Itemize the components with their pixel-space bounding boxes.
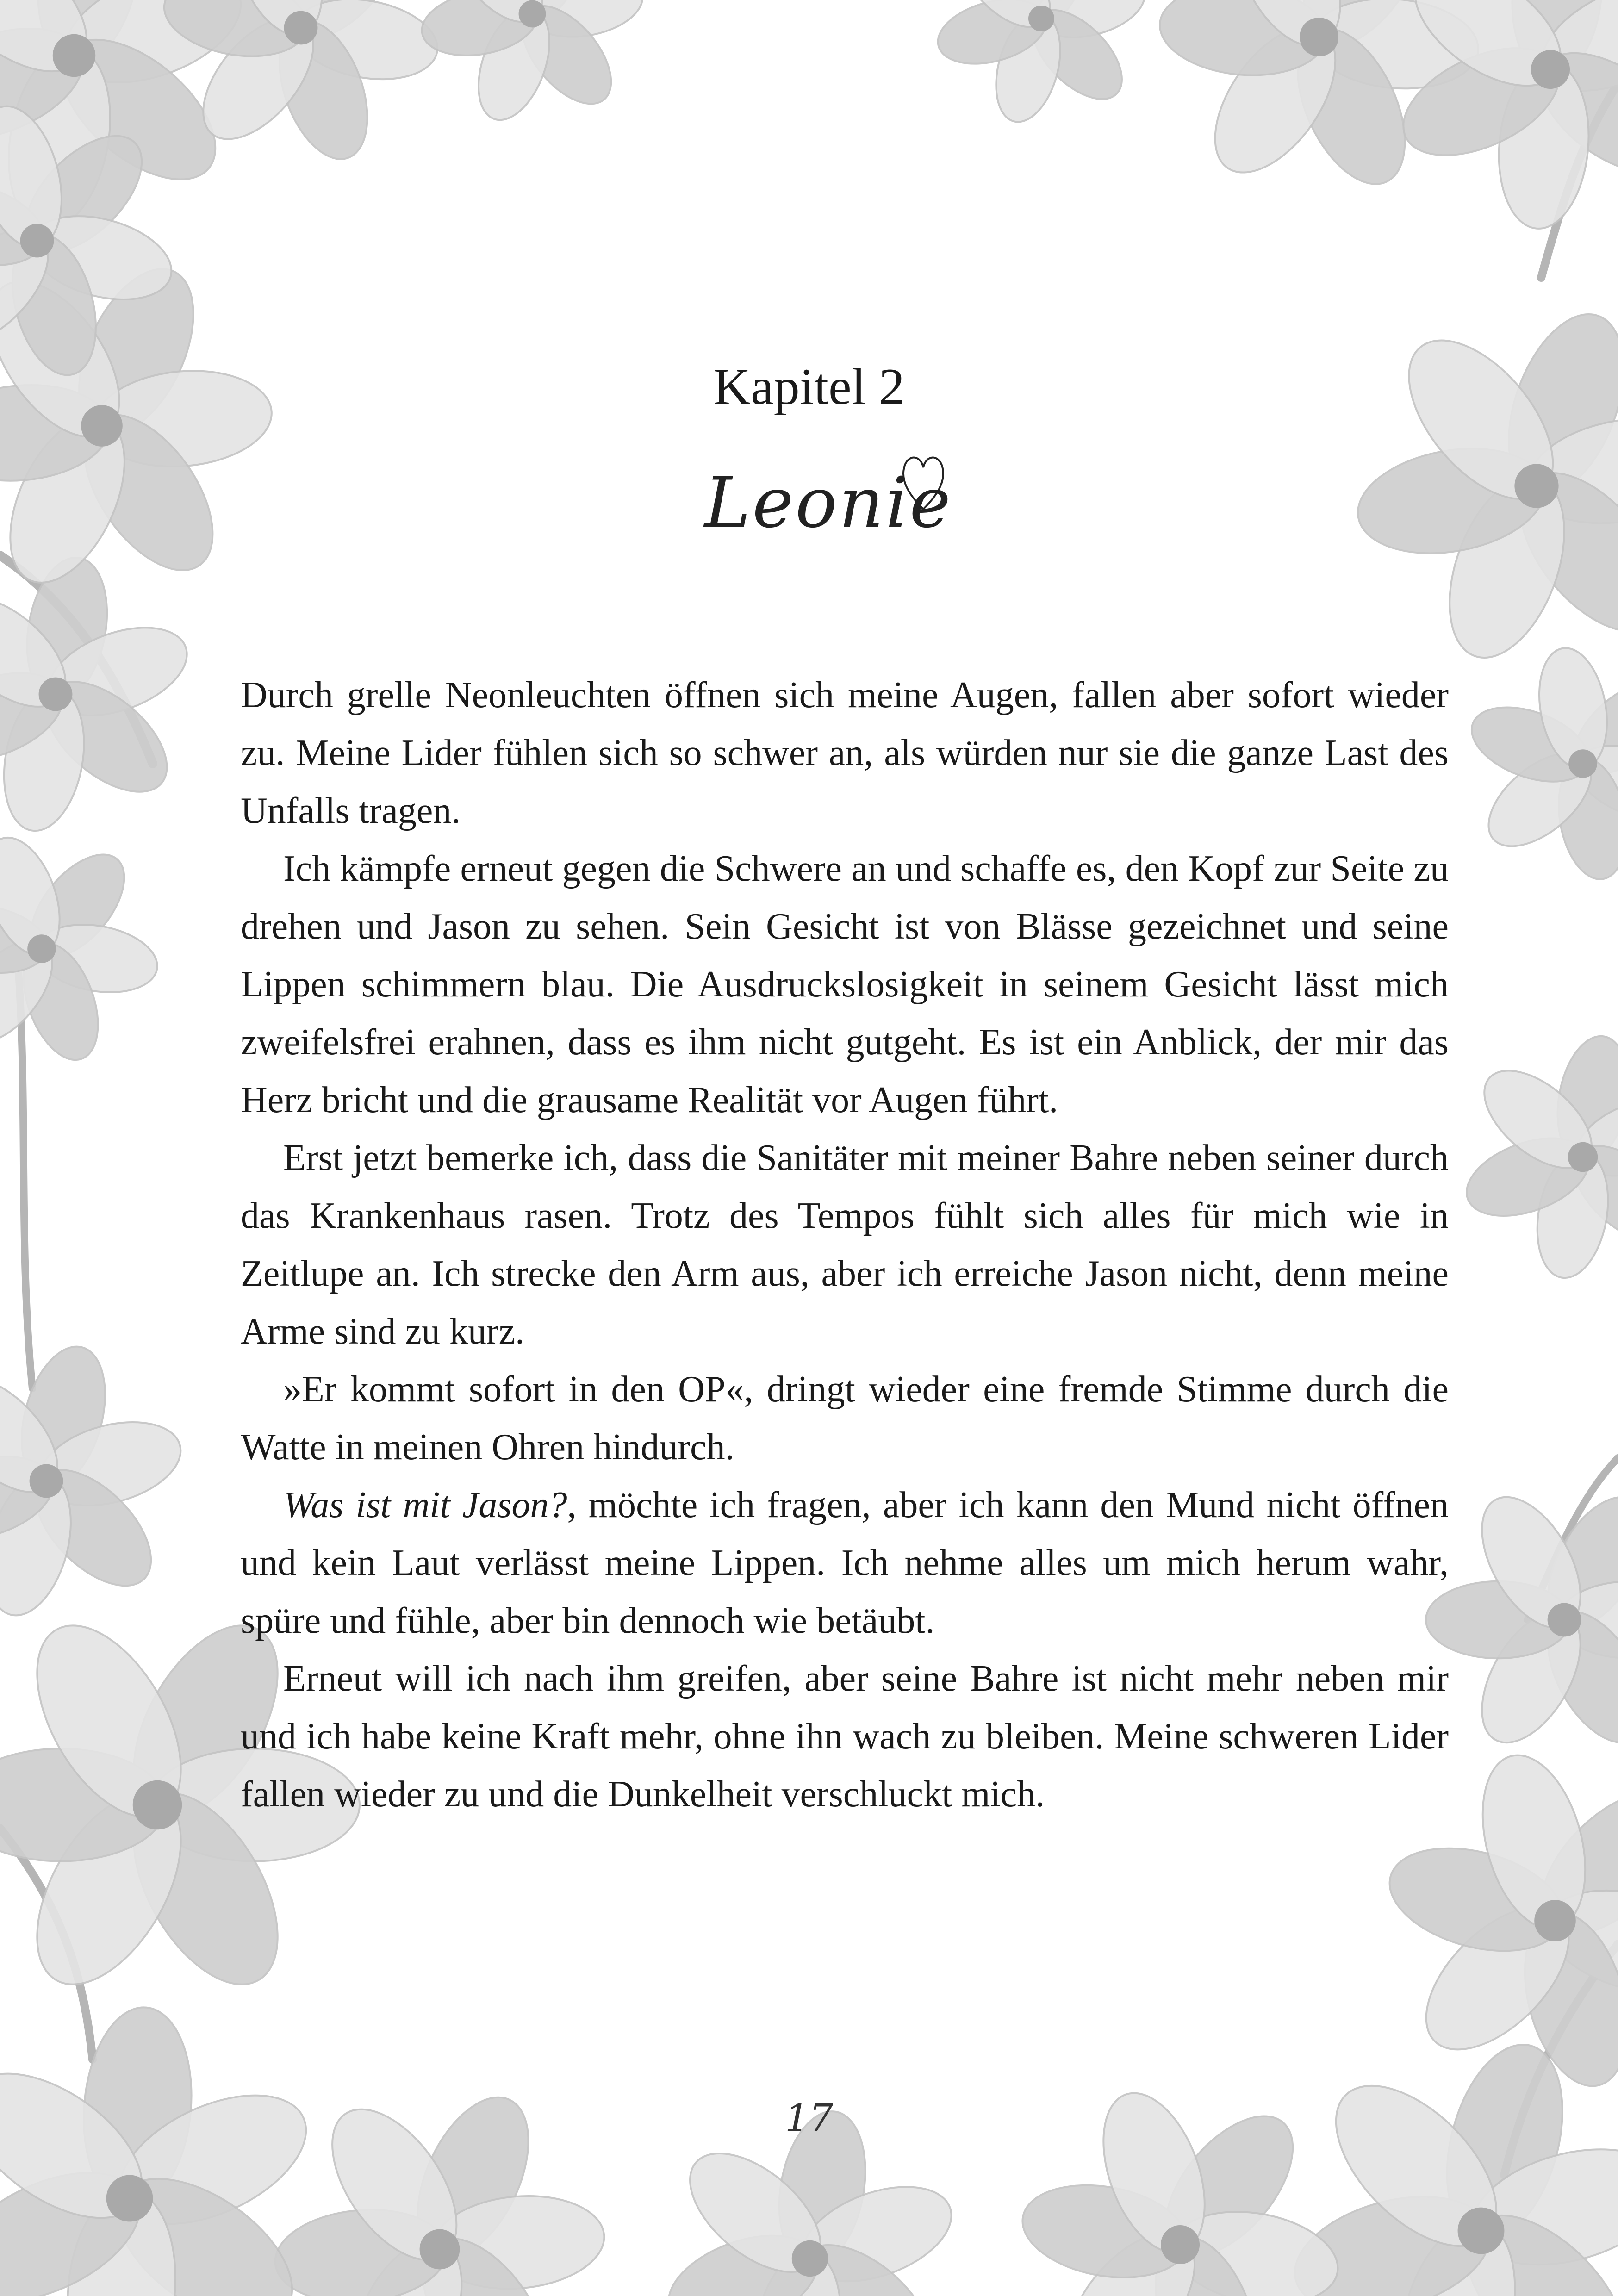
paragraph-5-text: , möchte ich fragen, aber ich kann den Mund nicht öffnen und kein Laut verlässt meine Lippen. Ich nehme alles um mich herum wahr, spüre und fühle, aber bin dennoch wie betäubt. — [241, 1485, 1449, 1641]
chapter-heading: Kapitel 2 — [713, 358, 905, 416]
paragraph-3: Erst jetzt bemerke ich, dass die Sanitäter mit meiner Bahre neben seiner durch das Krankenhaus rasen. Trotz des Tempos fühlt sich alles für mich wie in Zeitlupe an. Ich strecke den Arm aus, aber ich erreiche Jason nicht, denn meine Arme sind zu kurz. — [241, 1138, 1449, 1352]
paragraph-4: »Er kommt sofort in den OP«, dringt wieder eine fremde Stimme durch die Watte in meinen Ohren hindurch. — [241, 1369, 1449, 1468]
magnolia-flower-icon — [388, 0, 676, 157]
inner-thought: Was ist mit Jason? — [283, 1485, 567, 1525]
paragraph-1: Durch grelle Neonleuchten öffnen sich meine Augen, fallen aber sofort wieder zu. Meine Lider fühlen sich so schwer an, als würden nur sie die ganze Last des Unfalls tragen. — [241, 675, 1449, 831]
chapter-name-text: Leonie — [704, 463, 953, 543]
chapter-body — [241, 666, 1449, 1823]
paragraph-2: Ich kämpfe erneut gegen die Schwere an und schaffe es, den Kopf zur Seite zu drehen und Jason zu sehen. Sein Gesicht ist von Blässe gezeichnet und seine Lippen schimmern blau. Die Ausdruckslosigkeit in seinem Gesicht lässt mich zweifelsfrei erahnen, dass es ihm nicht gutgeht. Es ist ein Anblick, der mir das Herz bricht und die grausame Realität vor Augen führt. — [241, 848, 1449, 1120]
magnolia-flower-icon — [0, 784, 207, 1114]
magnolia-flower-icon — [910, 0, 1172, 149]
chapter-name — [685, 444, 972, 565]
branch — [19, 972, 32, 1388]
magnolia-flower-icon — [1440, 1015, 1618, 1299]
heart-icon — [898, 451, 949, 516]
paragraph-6: Erneut will ich nach ihm greifen, aber seine Bahre ist nicht mehr neben mir und ich habe keine Kraft mehr, ohne ihn wach zu bleiben. Meine schweren Lider fallen wieder zu und die Dunkelheit verschluckt mich. — [241, 1658, 1449, 1815]
page-number: 17 — [784, 2097, 834, 2140]
paragraph-5 — [241, 1476, 1449, 1650]
